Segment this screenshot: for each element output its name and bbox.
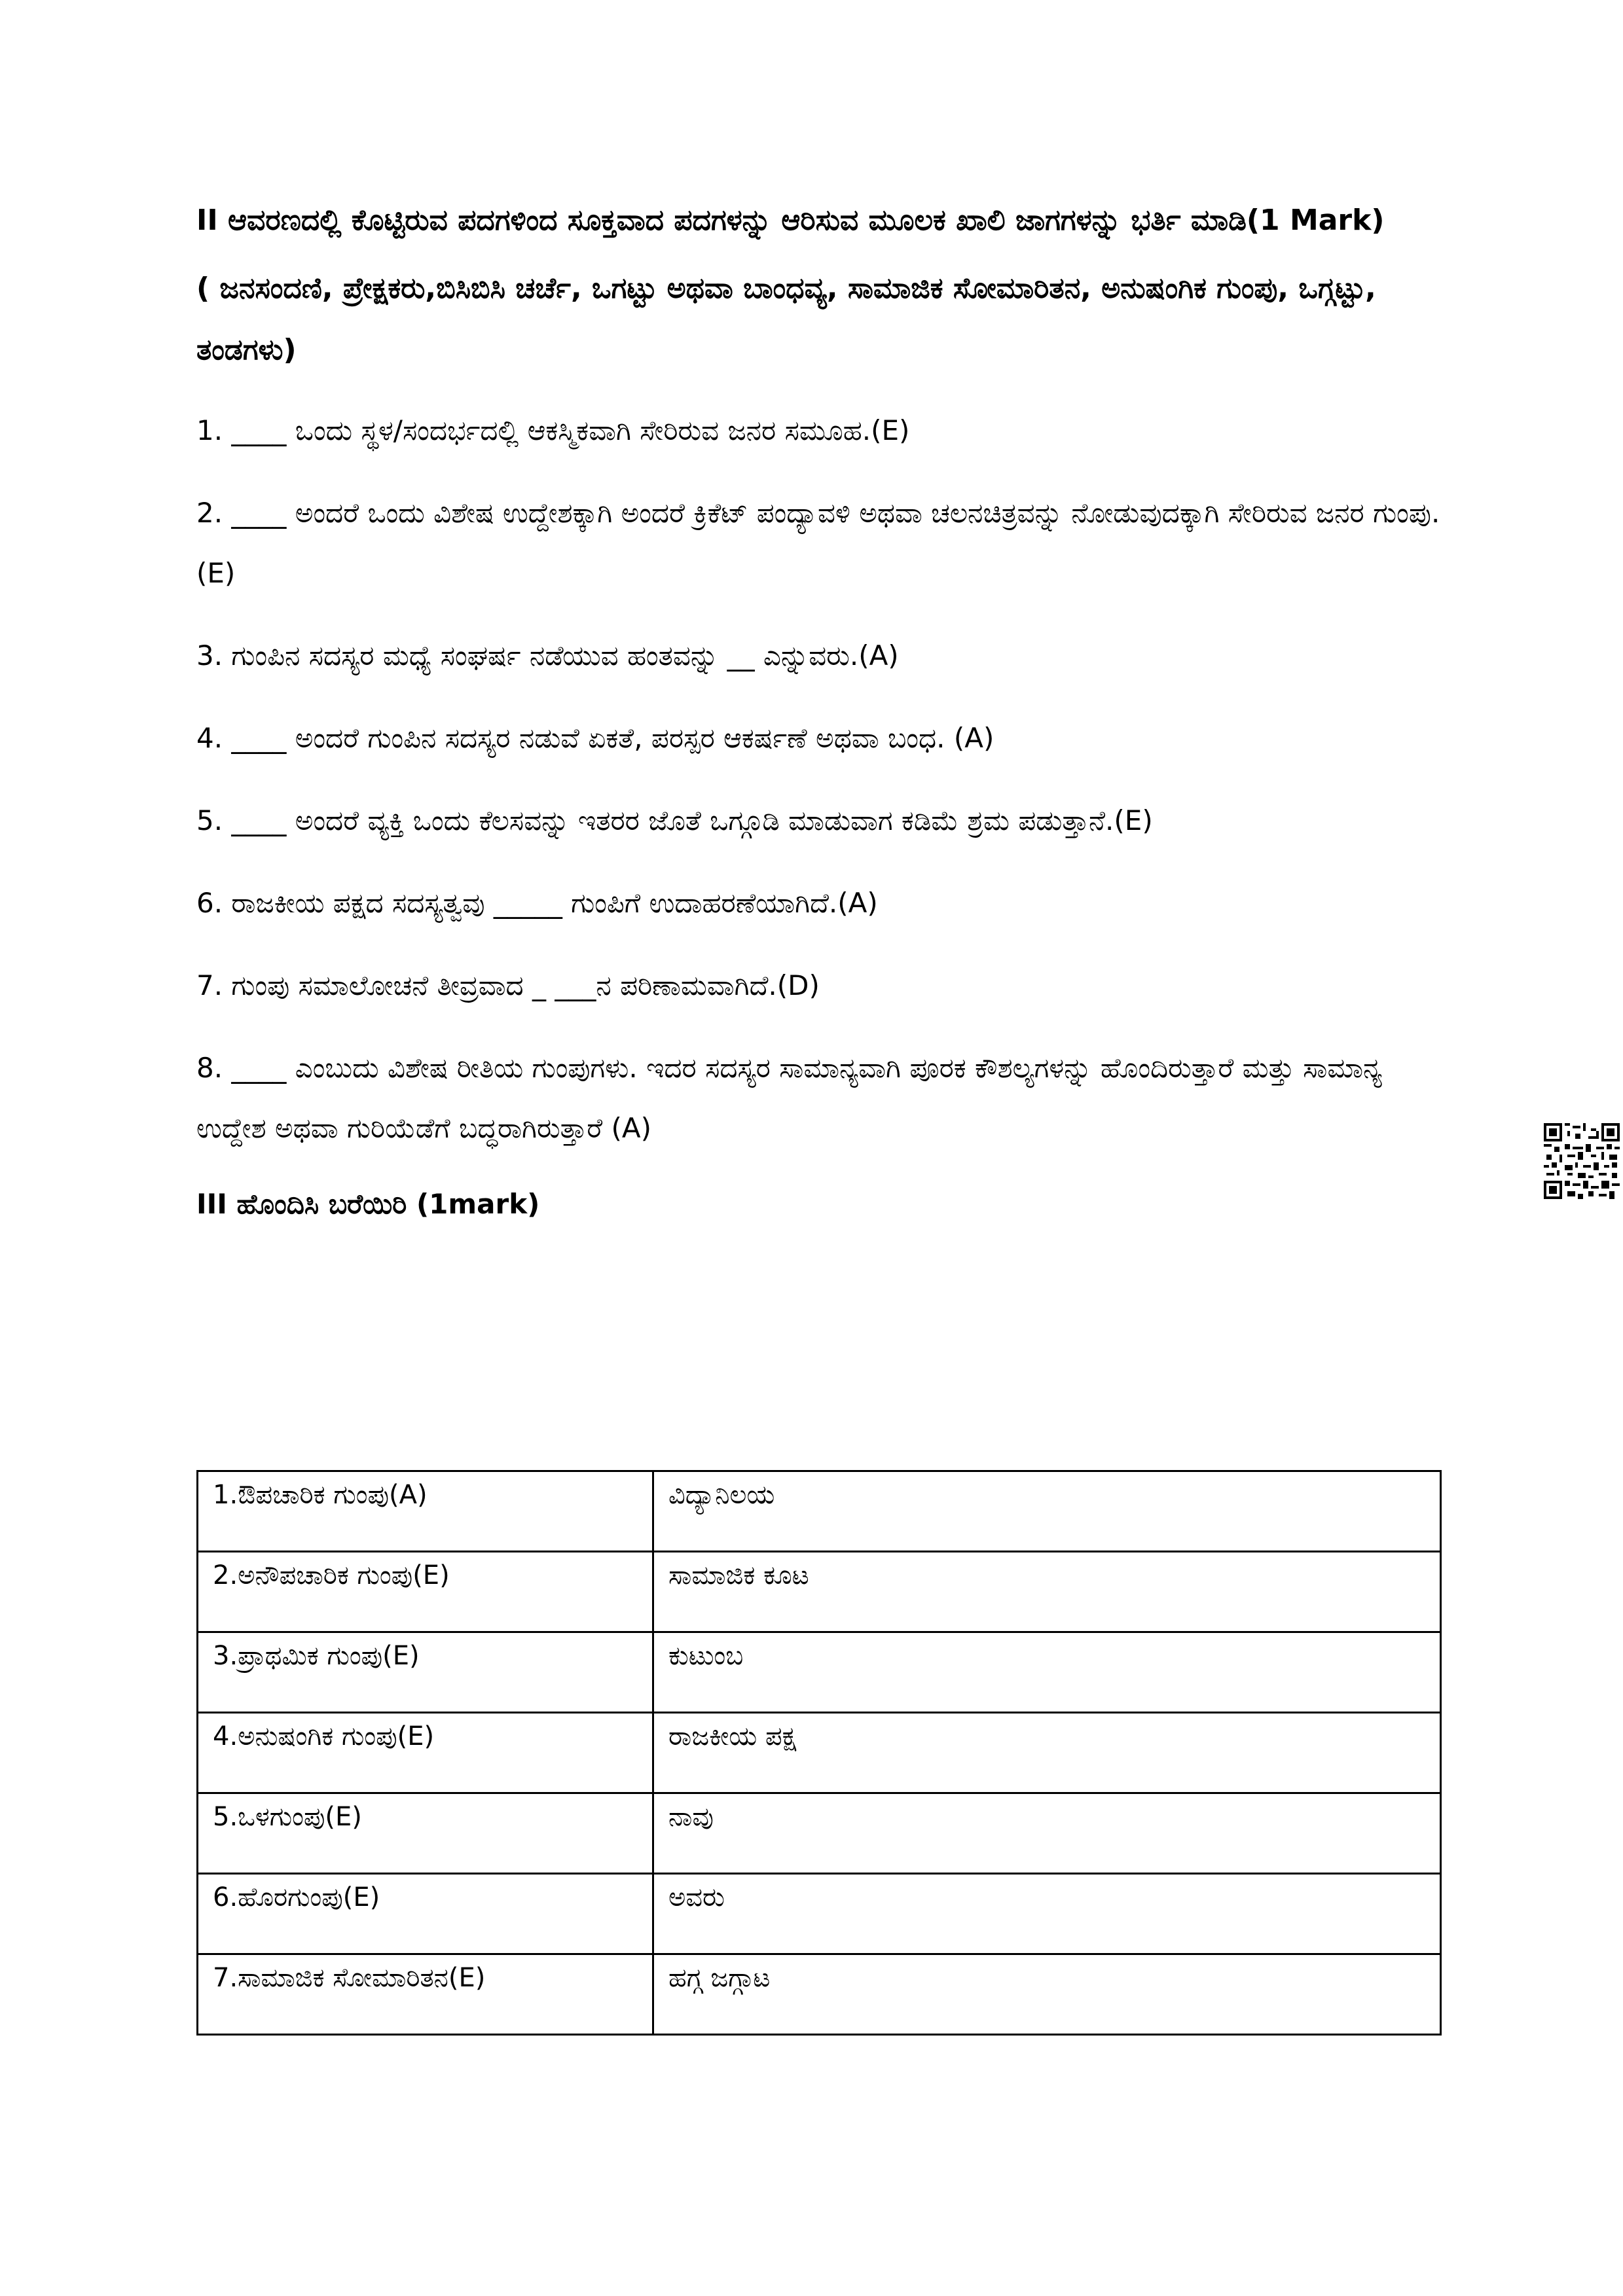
qr-code-icon [1544, 1123, 1620, 1199]
table-row [198, 1471, 1441, 1552]
match-left-7: 7.ಸಾಮಾಜಿಕ ಸೋಮಾರಿತನ(E) [198, 1954, 653, 2035]
match-left-6: 6.ಹೊರಗುಂಪು(E) [198, 1874, 653, 1954]
word-bank: ( ಜನಸಂದಣಿ, ಪ್ರೇಕ್ಷಕರು,ಬಿಸಿಬಿಸಿ ಚರ್ಚೆ, ಒಗಟ್ಟು ಅಥವಾ ಬಾಂಧವ್ಯ, ಸಾಮಾಜಿಕ ಸೋಮಾರಿತನ, ಅನುಷಂಗಿಕ ಗುಂಪು, ಒಗ್ಗಟ್ಟು, ತಂಡಗಳು) [196, 272, 1376, 367]
question-7: 7. ಗುಂಪು ಸಮಾಲೋಚನೆ ತೀವ್ರವಾದ _ ___ನ ಪರಿಣಾಮವಾಗಿದೆ.(D) [196, 969, 820, 1001]
match-left-2: 2.ಅನೌಪಚಾರಿಕ ಗುಂಪು(E) [198, 1552, 653, 1632]
worksheet-content [196, 190, 1440, 1234]
match-left-5: 5.ಒಳಗುಂಪು(E) [198, 1793, 653, 1874]
question-6: 6. ರಾಜಕೀಯ ಪಕ್ಷದ ಸದಸ್ಯತ್ವವು _____ ಗುಂಪಿಗೆ ಉದಾಹರಣೆಯಾಗಿದೆ.(A) [196, 887, 878, 919]
question-3: 3. ಗುಂಪಿನ ಸದಸ್ಯರ ಮಧ್ಯೆ ಸಂಘರ್ಷ ನಡೆಯುವ ಹಂತವನ್ನು __ ಎನ್ನುವರು.(A) [196, 639, 899, 672]
match-right-1: ವಿದ್ಯಾನಿಲಯ [653, 1471, 1441, 1552]
question-8: 8. ____ ಎಂಬುದು ವಿಶೇಷ ರೀತಿಯ ಗುಂಪುಗಳು. ಇದರ ಸದಸ್ಯರ ಸಾಮಾನ್ಯವಾಗಿ ಪೂರಕ ಕೌಶಲ್ಯಗಳನ್ನು ಹೊಂದಿರುತ್ತಾರೆ ಮತ್ತು ಸಾಮಾನ್ಯ ಉದ್ದೇಶ ಅಥವಾ ಗುರಿಯೆಡೆಗೆ ಬದ್ಧರಾಗಿರುತ್ತಾರೆ (A) [196, 1052, 1383, 1144]
match-right-2: ಸಾಮಾಜಿಕ ಕೂಟ [653, 1552, 1441, 1632]
match-right-4: ರಾಜಕೀಯ ಪಕ್ಷ [653, 1713, 1441, 1793]
section-3-heading: III ಹೊಂದಿಸಿ ಬರೆಯಿರಿ (1mark) [196, 1188, 540, 1220]
question-1: 1. ____ ಒಂದು ಸ್ಥಳ/ಸಂದರ್ಭದಲ್ಲಿ ಆಕಸ್ಮಿಕವಾಗಿ ಸೇರಿರುವ ಜನರ ಸಮೂಹ.(E) [196, 414, 910, 446]
match-table [196, 1470, 1442, 2036]
match-right-6: ಅವರು [653, 1874, 1441, 1954]
match-left-4: 4.ಅನುಷಂಗಿಕ ಗುಂಪು(E) [198, 1713, 653, 1793]
table-row [198, 1632, 1441, 1713]
question-5: 5. ____ ಅಂದರೆ ವ್ಯಕ್ತಿ ಒಂದು ಕೆಲಸವನ್ನು ಇತರರ ಜೊತೆ ಒಗ್ಗೂಡಿ ಮಾಡುವಾಗ ಕಡಿಮೆ ಶ್ರಮ ಪಡುತ್ತಾನೆ.(E) [196, 804, 1153, 836]
match-right-7: ಹಗ್ಗ ಜಗ್ಗಾಟ [653, 1954, 1441, 2035]
table-row [198, 1713, 1441, 1793]
table-row [198, 1793, 1441, 1874]
match-left-3: 3.ಪ್ರಾಥಮಿಕ ಗುಂಪು(E) [198, 1632, 653, 1713]
section-2-heading: II ಆವರಣದಲ್ಲಿ ಕೊಟ್ಟಿರುವ ಪದಗಳಿಂದ ಸೂಕ್ತವಾದ ಪದಗಳನ್ನು ಆರಿಸುವ ಮೂಲಕ ಖಾಲಿ ಜಾಗಗಳನ್ನು ಭರ್ತಿ ಮಾಡಿ(1 Mark) [196, 204, 1385, 237]
question-2: 2. ____ ಅಂದರೆ ಒಂದು ವಿಶೇಷ ಉದ್ದೇಶಕ್ಕಾಗಿ ಅಂದರೆ ಕ್ರಿಕೆಟ್ ಪಂದ್ಯಾವಳಿ ಅಥವಾ ಚಲನಚಿತ್ರವನ್ನು ನೋಡುವುದಕ್ಕಾಗಿ ಸೇರಿರುವ ಜನರ ಗುಂಪು.(E) [196, 497, 1440, 589]
table-row [198, 1874, 1441, 1954]
match-right-3: ಕುಟುಂಬ [653, 1632, 1441, 1713]
table-row [198, 1954, 1441, 2035]
table-row [198, 1552, 1441, 1632]
question-4: 4. ____ ಅಂದರೆ ಗುಂಪಿನ ಸದಸ್ಯರ ನಡುವೆ ಏಕತೆ, ಪರಸ್ಪರ ಆಕರ್ಷಣೆ ಅಥವಾ ಬಂಧ. (A) [196, 722, 994, 754]
match-left-1: 1.ಔಪಚಾರಿಕ ಗುಂಪು(A) [198, 1471, 653, 1552]
match-right-5: ನಾವು [653, 1793, 1441, 1874]
